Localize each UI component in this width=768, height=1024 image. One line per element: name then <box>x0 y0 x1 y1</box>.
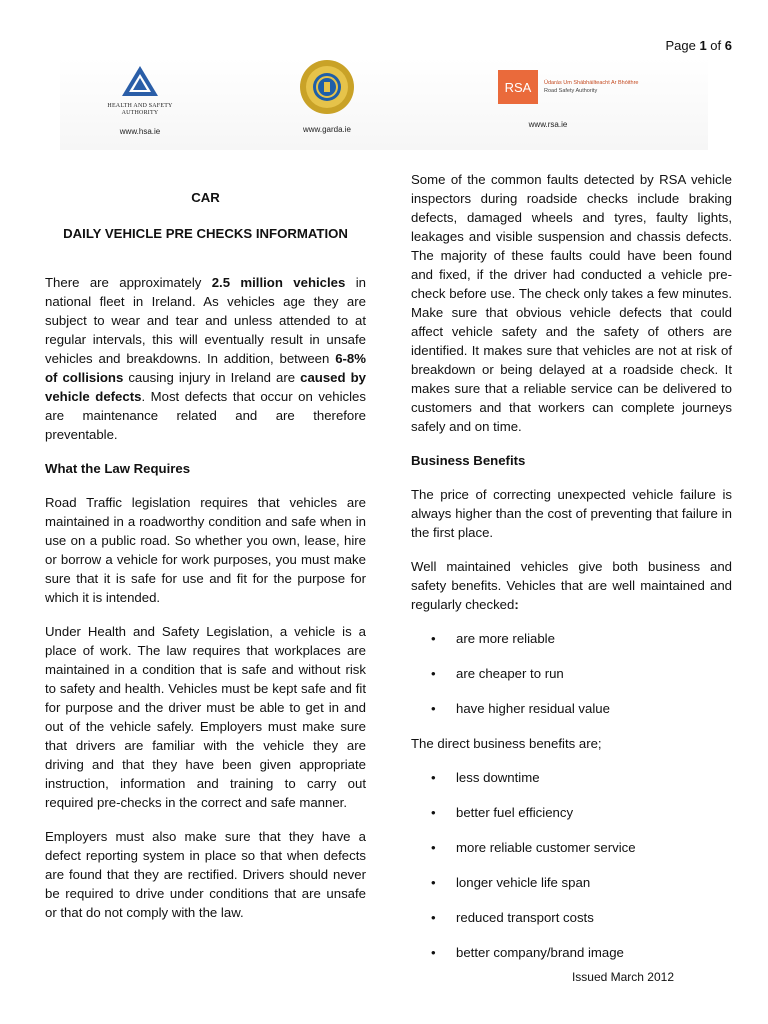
list-item: • less downtime <box>411 768 732 787</box>
direct-benefits-intro: The direct business benefits are; <box>411 736 602 751</box>
hsa-name-line1: HEALTH AND SAFETY <box>107 103 173 109</box>
intro-paragraph <box>45 273 366 444</box>
doc-subtitle: DAILY VEHICLE PRE CHECKS INFORMATION <box>63 226 348 241</box>
page-of: of <box>710 38 722 53</box>
intro-text-4: . Most defects that occur on vehicles are maintenance related and are therefore preventable. <box>45 389 366 442</box>
list-item: • are more reliable <box>411 629 732 648</box>
intro-text-3: causing injury in Ireland are <box>123 370 301 385</box>
doc-title: CAR <box>191 190 220 205</box>
rsa-mark: RSA <box>498 70 538 104</box>
direct-benefits-list <box>411 768 732 962</box>
hsa-logo <box>90 64 190 136</box>
intro-text-1: There are approximately <box>45 275 212 290</box>
list-item: • more reliable customer service <box>411 838 732 857</box>
intro-bold-2: 6-8% of collisions <box>45 351 366 385</box>
hsa-name <box>90 103 190 117</box>
logo-banner <box>60 58 708 150</box>
benefits-heading: Business Benefits <box>411 453 526 468</box>
law-heading: What the Law Requires <box>45 461 191 476</box>
cost-paragraph: The price of correcting unexpected vehicle failure is always higher than the cost of preventing that failure in the first place. <box>411 487 732 540</box>
right-column <box>411 170 732 978</box>
vehicle-benefits-list <box>411 629 732 718</box>
benefits-paragraph <box>411 557 732 614</box>
left-column <box>45 188 366 937</box>
page-number <box>665 38 732 53</box>
garda-crest-icon <box>298 58 356 116</box>
law-paragraph-3: Employers must also make sure that they have a defect reporting system in place so that when defects are found that they are rectified. Drivers should never be required to drive under conditions that are unsafe or that do not comply with the law. <box>45 829 366 920</box>
rsa-irish-name: Údarás Um Shábháilteacht Ar Bhóithre <box>544 80 639 86</box>
law-paragraph-2: Under Health and Safety Legislation, a vehicle is a place of work. The law requires that workplaces are maintained in a condition that is safe and without risk to safety and health. Vehicles must be kept safe and fit for purpose and the driver must be able to get in and out of the vehicle safely. Employers must make sure that drivers are familiar with the vehicle they are driving and that they have been given appropriate instruction, information and training to carry out required pre-checks in the correct and safe manner. <box>45 624 366 810</box>
rsa-english-name: Road Safety Authority <box>544 88 598 94</box>
list-item: • reduced transport costs <box>411 908 732 927</box>
garda-logo <box>292 58 362 134</box>
issued-date: Issued March 2012 <box>571 970 674 984</box>
rsa-names <box>544 79 638 95</box>
law-paragraph-1: Road Traffic legislation requires that vehicles are maintained in a roadworthy condition and safe when in use on a public road. So whether you own, lease, hire or borrow a vehicle for work purposes, you must make sure that it is safe for use and fit for the purpose for which it is intended. <box>45 495 366 605</box>
intro-text-2: in national fleet in Ireland. As vehicles age they are subject to wear and tear and unless attended to at regular intervals, this will eventually result in unsafe vehicles and breakdowns. In addition, between <box>45 275 366 366</box>
hsa-url: www.hsa.ie <box>119 127 161 136</box>
garda-url: www.garda.ie <box>302 125 352 134</box>
list-item: • have higher residual value <box>411 699 732 718</box>
page-current: 1 <box>699 38 707 53</box>
page-total: 6 <box>724 38 732 53</box>
hsa-name-line2: AUTHORITY <box>121 110 159 116</box>
list-item: • better company/brand image <box>411 943 732 962</box>
list-item: • are cheaper to run <box>411 664 732 683</box>
list-item: • longer vehicle life span <box>411 873 732 892</box>
faults-paragraph: Some of the common faults detected by RSA vehicle inspectors during roadside checks include braking defects, damaged wheels and tyres, faulty lights, leakages and visible suspension and chassis defects. The majority of these faults could have been found and fixed, if the driver had conducted a vehicle pre-check before use. The check only takes a few minutes. Make sure that obvious vehicle defects that could affect vehicle safety and the safety of others are identified. It makes sure that vehicles are not at risk of breakdown or being delayed at a roadside check. It makes sure that a reliable service can be delivered to customers and that workers can complete journeys safely and on time. <box>411 172 732 434</box>
rsa-url: www.rsa.ie <box>528 120 568 129</box>
list-item: • better fuel efficiency <box>411 803 732 822</box>
benefits-colon: : <box>514 597 519 612</box>
intro-bold-1: 2.5 million vehicles <box>211 275 346 290</box>
rsa-logo <box>498 70 658 129</box>
hsa-emblem-icon <box>120 64 160 98</box>
page-label: Page <box>665 38 696 53</box>
intro-bold-3: caused by vehicle defects <box>45 370 366 404</box>
benefits-text: Well maintained vehicles give both business and safety benefits. Vehicles that are well maintained and regularly checked <box>411 559 732 612</box>
